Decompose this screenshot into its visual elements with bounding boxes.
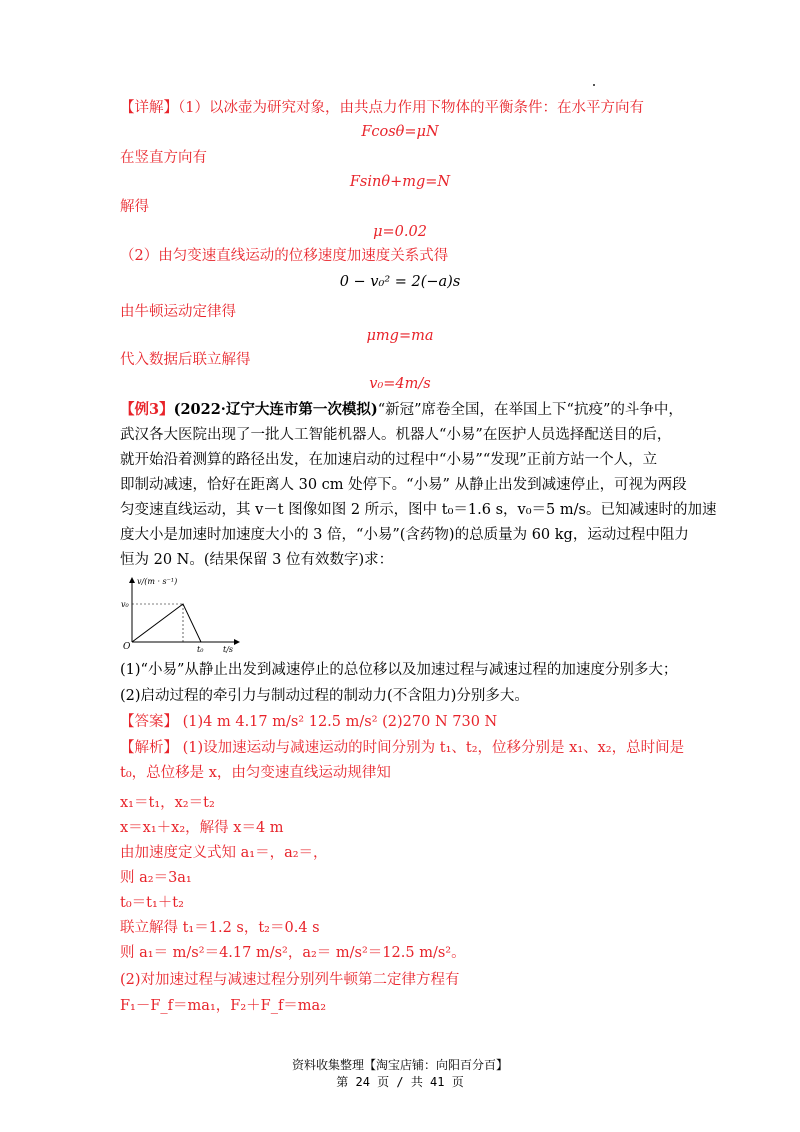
example-text-3: 就开始沿着测算的路径出发，在加速启动的过程中“小易”“发现”正前方站一个人，立 [120, 452, 658, 468]
detail-line-5: 由牛顿运动定律得 [120, 304, 236, 320]
analysis-line-10: (2)对加速过程与减速过程分别列牛顿第二定律方程有 [120, 972, 460, 988]
detail-line-6: 代入数据后联立解得 [120, 352, 251, 368]
analysis-line-11: F₁－F_f＝ma₁，F₂＋F_f＝ma₂ [120, 998, 327, 1014]
equation-1: Fcosθ=μN [361, 124, 439, 140]
equation-6: v₀=4m/s [369, 376, 431, 392]
equation-4: 0 − v₀² = 2(−a)s [339, 274, 461, 290]
question-2: (2)启动过程的牵引力与制动过程的制动力(不含阻力)分别多大。 [120, 688, 529, 704]
footer-source: 资料收集整理【淘宝店铺：向阳百分百】 [291, 1058, 508, 1072]
example-label: 【例3】 [120, 401, 174, 418]
analysis-line-5: 由加速度定义式知 a₁＝，a₂＝， [120, 845, 328, 861]
analysis-line-2: t₀，总位移是 x，由匀变速直线运动规律知 [120, 765, 391, 781]
stray-dot [593, 84, 595, 86]
example-header [120, 400, 683, 420]
y-axis-label: v/(m · s⁻¹) [137, 577, 178, 586]
analysis-line-6: 则 a₂＝3a₁ [120, 870, 192, 886]
analysis-line-1: 【解析】 (1)设加速运动与减速运动的时间分别为 t₁、t₂，位移分别是 x₁、x₂，总时间是 [120, 740, 685, 756]
example-text-5: 匀变速直线运动，其 v－t 图像如图 2 所示，图中 t₀＝1.6 s，v₀＝5 m/s。已知减速时的加速 [120, 502, 717, 518]
example-text-1: “新冠”席卷全国，在举国上下“抗疫”的斗争中， [377, 402, 683, 418]
analysis-line-9: 则 a₁＝ m/s²＝4.17 m/s²，a₂＝ m/s²＝12.5 m/s²。 [120, 945, 466, 961]
t0-label: t₀ [197, 645, 204, 654]
example-source: (2022·辽宁大连市第一次模拟) [173, 401, 378, 418]
velocity-line [132, 604, 201, 642]
answer-label: 【答案】 [120, 714, 178, 730]
analysis-line-4: x＝x₁＋x₂，解得 x＝4 m [120, 820, 284, 836]
vt-graph [117, 574, 247, 654]
example-text-2: 武汉各大医院出现了一批人工智能机器人。机器人“小易”在医护人员选择配送目的后， [120, 427, 672, 443]
page-number: 第 24 页 / 共 41 页 [336, 1075, 464, 1089]
v0-label: v₀ [121, 600, 129, 609]
answer-line [120, 712, 497, 732]
detail-line-2: 在竖直方向有 [120, 150, 207, 166]
analysis-line-3: x₁＝t₁，x₂＝t₂ [120, 795, 215, 811]
question-1: (1)“小易”从静止出发到减速停止的总位移以及加速过程与减速过程的加速度分别多大； [120, 662, 678, 678]
equation-3: μ=0.02 [373, 224, 427, 240]
origin-label: O [123, 642, 131, 652]
answer-text: (1)4 m 4.17 m/s² 12.5 m/s² (2)270 N 730 N [182, 714, 498, 730]
example-text-7: 恒为 20 N。(结果保留 3 位有效数字)求： [120, 552, 394, 568]
detail-line-3: 解得 [120, 199, 149, 215]
detail-line-4: （2）由匀变速直线运动的位移速度加速度关系式得 [120, 248, 449, 264]
detail-line-1: 【详解】（1）以冰壶为研究对象，由共点力作用下物体的平衡条件：在水平方向有 [120, 100, 644, 116]
example-text-6: 度大小是加速时加速度大小的 3 倍，“小易”(含药物)的总质量为 60 kg，运动过程中阻力 [120, 527, 689, 543]
analysis-line-8: 联立解得 t₁＝1.2 s，t₂＝0.4 s [120, 920, 320, 936]
analysis-line-7: t₀＝t₁＋t₂ [120, 895, 184, 911]
example-text-4: 即制动减速，恰好在距离人 30 cm 处停下。“小易” 从静止出发到减速停止，可视为两段 [120, 477, 687, 493]
equation-5: μmg=ma [366, 328, 434, 344]
x-axis-label: t/s [223, 645, 234, 654]
equation-2: Fsinθ+mg=N [349, 174, 451, 190]
